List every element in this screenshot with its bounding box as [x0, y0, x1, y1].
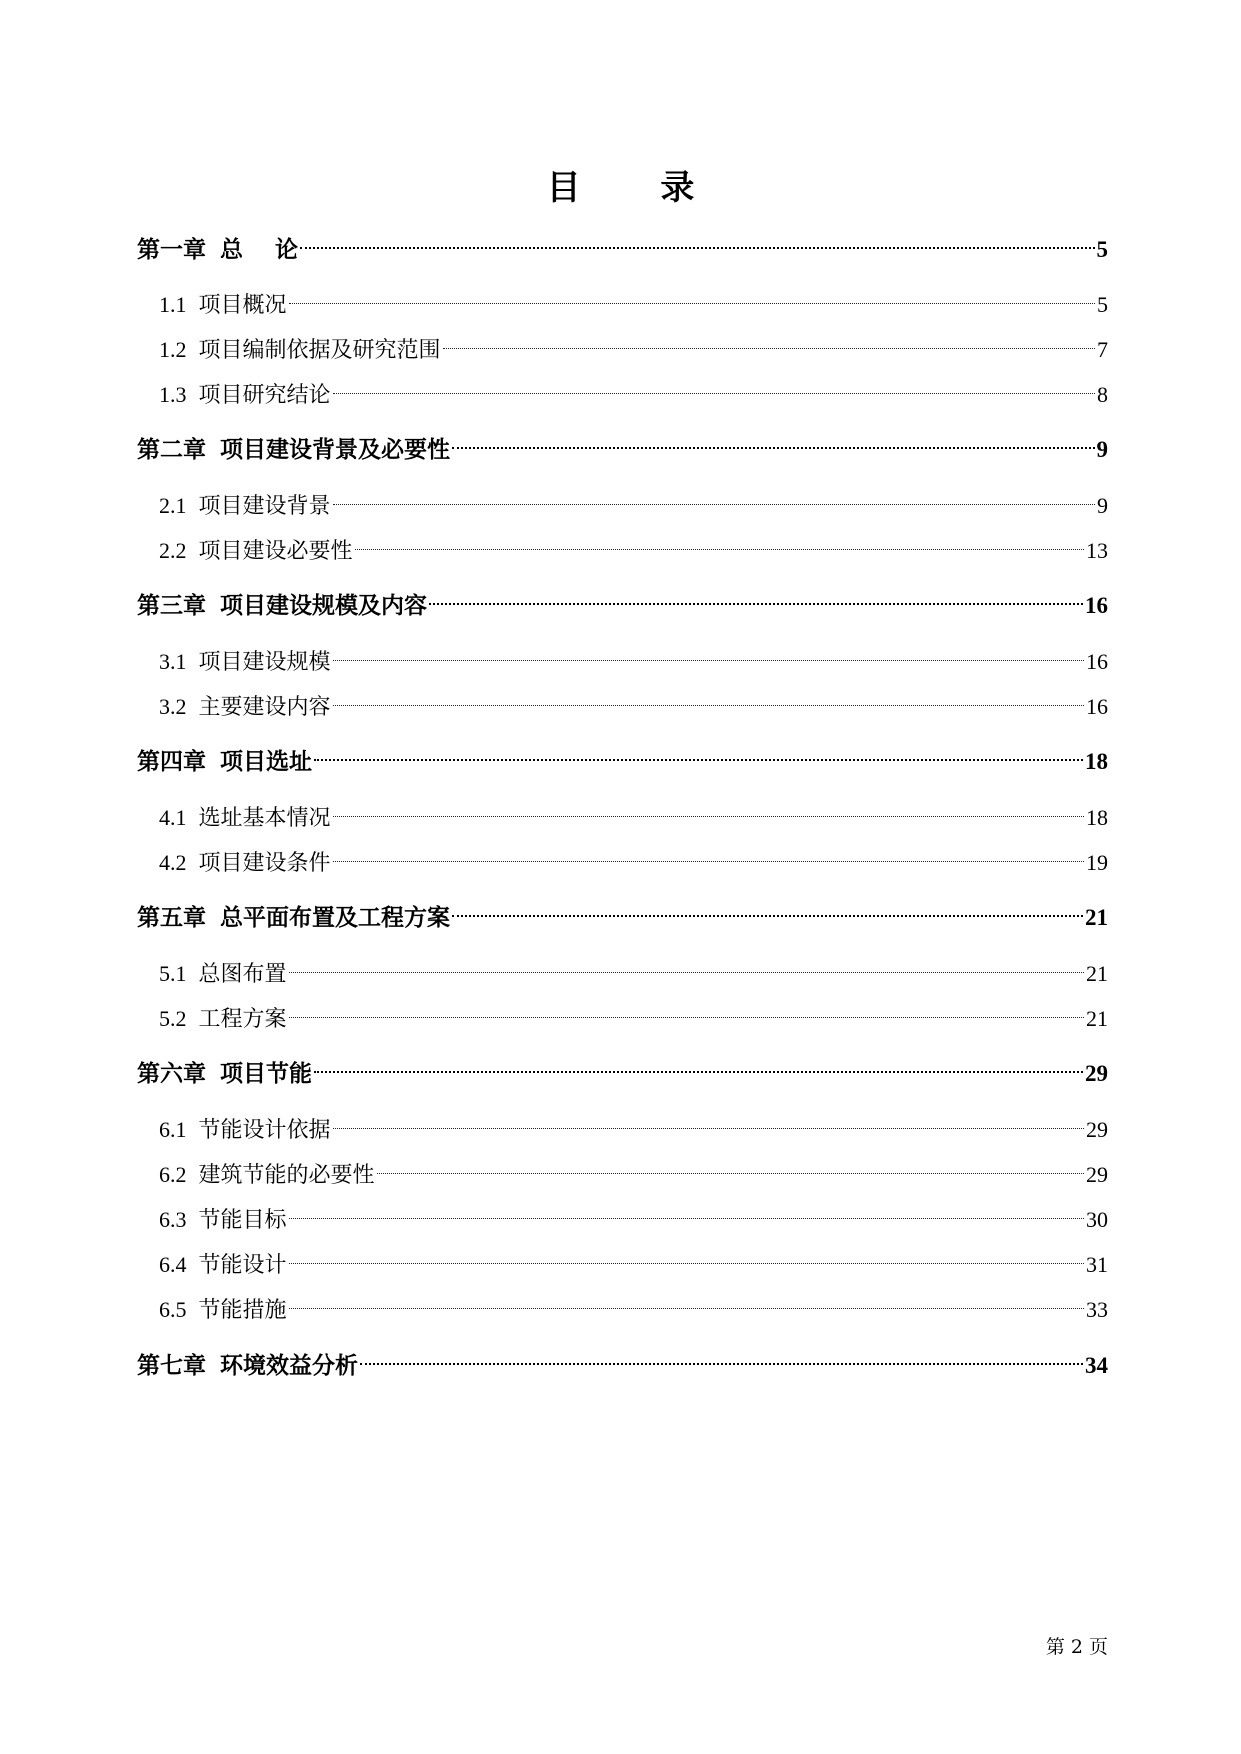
toc-entry-page-number: 16: [1086, 694, 1108, 719]
toc-chapter-entry[interactable]: [137, 737, 1108, 775]
toc-chapter-entry[interactable]: [137, 581, 1108, 619]
toc-entry-page-number: 18: [1086, 805, 1108, 830]
toc-entry-page-number: 9: [1097, 493, 1108, 518]
toc-section-entry[interactable]: [137, 838, 1108, 876]
toc-dot-leader: [300, 225, 1094, 257]
toc-entry-title: 总图布置: [198, 962, 287, 987]
toc-entry-number: 2.2: [159, 538, 187, 563]
toc-dot-leader: [360, 1341, 1083, 1373]
toc-entry-number: 1.2: [159, 337, 187, 362]
toc-entry-title: 节能目标: [198, 1208, 287, 1233]
toc-chapter-entry[interactable]: [137, 225, 1108, 263]
toc-section-entry[interactable]: [137, 949, 1108, 987]
toc-entry-title: 选址基本情况: [198, 806, 331, 831]
toc-entry-page-number: 34: [1085, 1353, 1108, 1378]
toc-section-entry[interactable]: [137, 280, 1108, 318]
toc-entry-number: 4.1: [159, 805, 187, 830]
toc-dot-leader: [333, 637, 1084, 669]
toc-entry-title: 总 论: [220, 236, 299, 263]
toc-dot-leader: [289, 1240, 1084, 1272]
toc-entry-title: 项目编制依据及研究范围: [198, 338, 441, 363]
toc-entry-title: 总平面布置及工程方案: [220, 904, 450, 931]
toc-entry-number: 6.4: [159, 1252, 187, 1277]
toc-dot-leader: [333, 682, 1084, 714]
toc-section-entry[interactable]: [137, 1105, 1108, 1143]
page-title: 目 录: [546, 168, 729, 208]
toc-entry-number: 6.2: [159, 1162, 187, 1187]
toc-dot-leader: [429, 581, 1083, 613]
toc-entry-page-number: 29: [1086, 1162, 1108, 1187]
toc-entry-title: 项目节能: [220, 1060, 312, 1087]
toc-section-entry[interactable]: [137, 1195, 1108, 1233]
toc-entry-number: 第一章: [137, 236, 206, 263]
toc-entry-page-number: 30: [1086, 1207, 1108, 1232]
toc-dot-leader: [314, 1049, 1083, 1081]
toc-section-entry[interactable]: [137, 370, 1108, 408]
toc-dot-leader: [289, 1195, 1084, 1227]
toc-entry-page-number: 29: [1085, 1061, 1108, 1086]
toc-dot-leader: [289, 949, 1084, 981]
toc-entry-number: 4.2: [159, 850, 187, 875]
toc-dot-leader: [333, 370, 1095, 402]
toc-chapter-entry[interactable]: [137, 1341, 1108, 1379]
toc-dot-leader: [314, 737, 1083, 769]
toc-entry-number: 3.2: [159, 694, 187, 719]
table-of-contents: [137, 0, 1108, 1754]
toc-section-entry[interactable]: [137, 526, 1108, 564]
toc-section-entry[interactable]: [137, 1285, 1108, 1323]
toc-entry-number: 3.1: [159, 649, 187, 674]
toc-entry-title: 项目建设规模及内容: [220, 592, 427, 619]
toc-entry-title: 节能设计依据: [198, 1118, 331, 1143]
toc-dot-leader: [333, 793, 1084, 825]
toc-entry-number: 第六章: [137, 1060, 206, 1087]
toc-entry-title: 工程方案: [198, 1007, 287, 1032]
toc-entry-page-number: 21: [1086, 961, 1108, 986]
toc-dot-leader: [452, 425, 1095, 457]
page-number: 第 2 页: [1045, 1636, 1108, 1658]
toc-dot-leader: [289, 994, 1084, 1026]
toc-entry-page-number: 29: [1086, 1117, 1108, 1142]
toc-entry-number: 5.2: [159, 1006, 187, 1031]
toc-dot-leader: [333, 838, 1084, 870]
toc-section-entry[interactable]: [137, 637, 1108, 675]
toc-section-entry[interactable]: [137, 1150, 1108, 1188]
toc-entry-page-number: 19: [1086, 850, 1108, 875]
toc-entry-title: 建筑节能的必要性: [198, 1163, 375, 1188]
toc-section-entry[interactable]: [137, 1240, 1108, 1278]
toc-entry-title: 项目选址: [220, 748, 312, 775]
toc-entry-page-number: 16: [1086, 649, 1108, 674]
toc-dot-leader: [289, 280, 1095, 312]
toc-section-entry[interactable]: [137, 325, 1108, 363]
toc-entry-number: 1.1: [159, 292, 187, 317]
toc-dot-leader: [333, 1105, 1084, 1137]
toc-entry-number: 6.3: [159, 1207, 187, 1232]
toc-section-entry[interactable]: [137, 793, 1108, 831]
toc-section-entry[interactable]: [137, 682, 1108, 720]
toc-entry-title: 项目研究结论: [198, 383, 331, 408]
toc-chapter-entry[interactable]: [137, 1049, 1108, 1087]
toc-dot-leader: [289, 1285, 1084, 1317]
toc-entry-title: 节能设计: [198, 1253, 287, 1278]
toc-entry-title: 项目建设背景及必要性: [220, 436, 450, 463]
toc-entry-page-number: 5: [1097, 292, 1108, 317]
toc-dot-leader: [443, 325, 1095, 357]
toc-entry-page-number: 21: [1086, 1006, 1108, 1031]
toc-chapter-entry[interactable]: [137, 425, 1108, 463]
toc-entry-number: 第七章: [137, 1352, 206, 1379]
toc-entry-page-number: 9: [1096, 437, 1108, 462]
toc-entry-page-number: 18: [1085, 749, 1108, 774]
toc-entry-number: 2.1: [159, 493, 187, 518]
toc-entry-number: 5.1: [159, 961, 187, 986]
toc-entry-number: 第二章: [137, 436, 206, 463]
toc-entry-title: 节能措施: [198, 1298, 287, 1323]
toc-dot-leader: [377, 1150, 1084, 1182]
toc-entry-page-number: 8: [1097, 382, 1108, 407]
toc-section-entry[interactable]: [137, 481, 1108, 519]
toc-entry-number: 第三章: [137, 592, 206, 619]
toc-entry-title: 项目建设规模: [198, 650, 331, 675]
toc-entry-number: 第四章: [137, 748, 206, 775]
toc-entry-number: 第五章: [137, 904, 206, 931]
toc-entry-number: 6.1: [159, 1117, 187, 1142]
toc-entry-page-number: 13: [1086, 538, 1108, 563]
toc-entry-page-number: 5: [1096, 237, 1108, 262]
toc-dot-leader: [452, 893, 1083, 925]
toc-entry-page-number: 16: [1085, 593, 1108, 618]
toc-chapter-entry[interactable]: [137, 893, 1108, 931]
toc-entry-title: 主要建设内容: [198, 695, 331, 720]
toc-entry-page-number: 31: [1086, 1252, 1108, 1277]
toc-entry-page-number: 21: [1085, 905, 1108, 930]
toc-entry-page-number: 7: [1097, 337, 1108, 362]
toc-entry-page-number: 33: [1086, 1297, 1108, 1322]
toc-section-entry[interactable]: [137, 994, 1108, 1032]
toc-entry-title: 环境效益分析: [220, 1352, 358, 1379]
toc-entry-title: 项目建设必要性: [198, 539, 353, 564]
toc-entry-number: 1.3: [159, 382, 187, 407]
toc-entry-title: 项目建设背景: [198, 494, 331, 519]
toc-entry-number: 6.5: [159, 1297, 187, 1322]
toc-entry-title: 项目建设条件: [198, 851, 331, 876]
toc-entry-title: 项目概况: [198, 293, 287, 318]
toc-dot-leader: [355, 526, 1084, 558]
toc-dot-leader: [333, 481, 1095, 513]
